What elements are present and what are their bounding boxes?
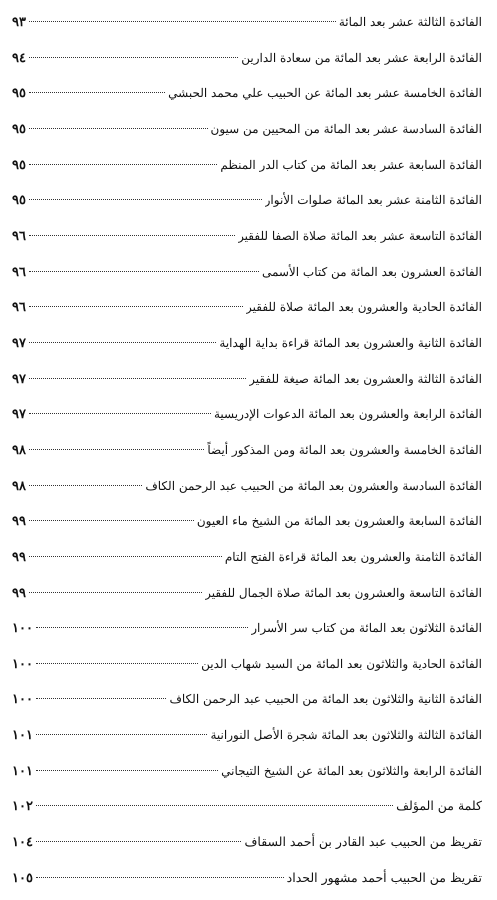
dot-leader	[29, 592, 202, 593]
toc-entry-page-number: ٩٦	[12, 228, 26, 244]
toc-entry-page-number: ١٠٠	[12, 692, 33, 708]
toc-entry	[12, 757, 482, 785]
toc-entry-title: الفائدة الثامنة عشر بعد المائة صلوات الأنوار	[264, 193, 482, 208]
toc-entry-page-number: ١٠١	[12, 763, 33, 779]
toc-entry-page-number: ٩٩	[12, 514, 26, 530]
toc-entry-title: الفائدة التاسعة عشر بعد المائة صلاة الصفا للفقير	[238, 228, 482, 243]
toc-entry-title: الفائدة الثامنة والعشرون بعد المائة قراءة الفتح التام	[224, 549, 482, 564]
toc-entry	[12, 472, 482, 500]
toc-entry	[12, 864, 482, 892]
dot-leader	[29, 556, 222, 557]
dot-leader	[36, 805, 393, 806]
dot-leader	[29, 413, 211, 414]
dot-leader	[29, 520, 194, 521]
dot-leader	[29, 306, 243, 307]
dot-leader	[36, 734, 208, 735]
toc-entry	[12, 8, 482, 36]
toc-entry	[12, 365, 482, 393]
toc-entry-title: الفائدة الثالثة والثلاثون بعد المائة شجرة الأصل النورانية	[210, 728, 482, 743]
toc-entry-page-number: ١٠٥	[12, 870, 33, 886]
toc-entry-page-number: ٩٩	[12, 585, 26, 601]
dot-leader	[29, 128, 208, 129]
toc-entry-page-number: ٩٩	[12, 549, 26, 565]
toc-entry-page-number: ٩٦	[12, 300, 26, 316]
toc-entry-page-number: ٩٥	[12, 193, 26, 209]
toc-entry-title: الفائدة السادسة والعشرون بعد المائة من الحبيب عبد الرحمن الكاف	[145, 478, 482, 493]
toc-entry-title: الفائدة الثالثة والعشرون بعد المائة صيغة للفقير	[249, 371, 482, 386]
toc-entry	[12, 650, 482, 678]
toc-entry	[12, 115, 482, 143]
toc-entry-title: الفائدة الحادية والعشرون بعد المائة صلاة للفقير	[246, 300, 482, 315]
dot-leader	[29, 57, 238, 58]
toc-entry	[12, 151, 482, 179]
dot-leader	[29, 235, 235, 236]
toc-entry-page-number: ٩٨	[12, 442, 26, 458]
dot-leader	[29, 485, 142, 486]
toc-entry-page-number: ٩٧	[12, 407, 26, 423]
toc-entry-title: الفائدة السابعة والعشرون بعد المائة من الشيخ ماء العيون	[196, 514, 482, 529]
toc-entry-title: الفائدة الحادية والثلاثون بعد المائة من السيد شهاب الدين	[201, 656, 482, 671]
toc-entry	[12, 186, 482, 214]
dot-leader	[29, 21, 336, 22]
toc-entry-page-number: ٩٤	[12, 50, 26, 66]
dot-leader	[29, 164, 217, 165]
toc-entry	[12, 293, 482, 321]
toc-entry-title: الفائدة الخامسة عشر بعد المائة عن الحبيب علي محمد الحبشي	[168, 86, 482, 101]
dot-leader	[36, 770, 218, 771]
toc-entry-page-number: ١٠٠	[12, 621, 33, 637]
toc-entry-title: كلمة من المؤلف	[396, 798, 482, 814]
toc-entry-page-number: ٩٨	[12, 478, 26, 494]
toc-entry	[12, 792, 482, 820]
toc-entry-title: الفائدة الثلاثون بعد المائة من كتاب سر الأسرار	[251, 621, 482, 636]
dot-leader	[29, 271, 259, 272]
toc-entry	[12, 543, 482, 571]
toc-entry-title: الفائدة الثالثة عشر بعد المائة	[338, 15, 482, 29]
toc-entry-title: تقريظ من الحبيب عبد القادر بن أحمد السقاف	[244, 834, 482, 850]
toc-entry	[12, 614, 482, 642]
toc-entry	[12, 579, 482, 607]
dot-leader	[36, 877, 284, 878]
toc-entry-page-number: ١٠٢	[12, 799, 33, 815]
toc-entry-title: الفائدة التاسعة والعشرون بعد المائة صلاة الجمال للفقير	[205, 585, 482, 600]
toc-entry	[12, 436, 482, 464]
toc-entry	[12, 222, 482, 250]
toc-entry	[12, 721, 482, 749]
toc-entry	[12, 44, 482, 72]
toc-entry-title: تقريظ من الحبيب أحمد مشهور الحداد	[286, 869, 482, 885]
toc-entry-page-number: ١٠٠	[12, 656, 33, 672]
toc-entry-page-number: ٩٣	[12, 15, 26, 30]
toc-entry-page-number: ٩٦	[12, 264, 26, 280]
toc-entry	[12, 507, 482, 535]
toc-entry-title: الفائدة الثانية والثلاثون بعد المائة من الحبيب عبد الرحمن الكاف	[169, 692, 482, 707]
toc-entry-title: الفائدة الرابعة عشر بعد المائة من سعادة الدارين	[241, 50, 482, 65]
toc-entry	[12, 685, 482, 713]
dot-leader	[36, 627, 248, 628]
toc-entry-title: الفائدة الرابعة والثلاثون بعد المائة عن الشيخ التيجاني	[221, 763, 482, 778]
dot-leader	[36, 841, 241, 842]
toc-entry-page-number: ٩٥	[12, 121, 26, 137]
toc-entry-page-number: ٩٧	[12, 371, 26, 387]
toc-entry-title: الفائدة الثانية والعشرون بعد المائة قراءة بداية الهداية	[219, 335, 482, 350]
toc-entry	[12, 828, 482, 856]
toc-entry-page-number: ٩٧	[12, 335, 26, 351]
toc-entry	[12, 400, 482, 428]
toc-entry-page-number: ١٠٤	[12, 835, 33, 851]
dot-leader	[29, 342, 216, 343]
toc-entry	[12, 258, 482, 286]
toc-entry-page-number: ١٠١	[12, 728, 33, 744]
table-of-contents	[12, 8, 482, 892]
dot-leader	[36, 698, 166, 699]
toc-entry-title: الفائدة الخامسة والعشرون بعد المائة ومن المذكور أيضاً	[207, 442, 482, 457]
dot-leader	[36, 663, 198, 664]
dot-leader	[29, 199, 262, 200]
toc-entry	[12, 79, 482, 107]
toc-entry	[12, 329, 482, 357]
toc-entry-title: الفائدة الرابعة والعشرون بعد المائة الدعوات الإدريسية	[213, 407, 482, 422]
dot-leader	[29, 92, 165, 93]
dot-leader	[29, 449, 204, 450]
toc-entry-title: الفائدة العشرون بعد المائة من كتاب الأسمى	[261, 264, 482, 279]
toc-entry-title: الفائدة السادسة عشر بعد المائة من المحيين من سيون	[210, 121, 482, 136]
toc-entry-page-number: ٩٥	[12, 86, 26, 102]
toc-entry-page-number: ٩٥	[12, 157, 26, 173]
dot-leader	[29, 378, 246, 379]
toc-entry-title: الفائدة السابعة عشر بعد المائة من كتاب الدر المنظم	[220, 157, 482, 172]
